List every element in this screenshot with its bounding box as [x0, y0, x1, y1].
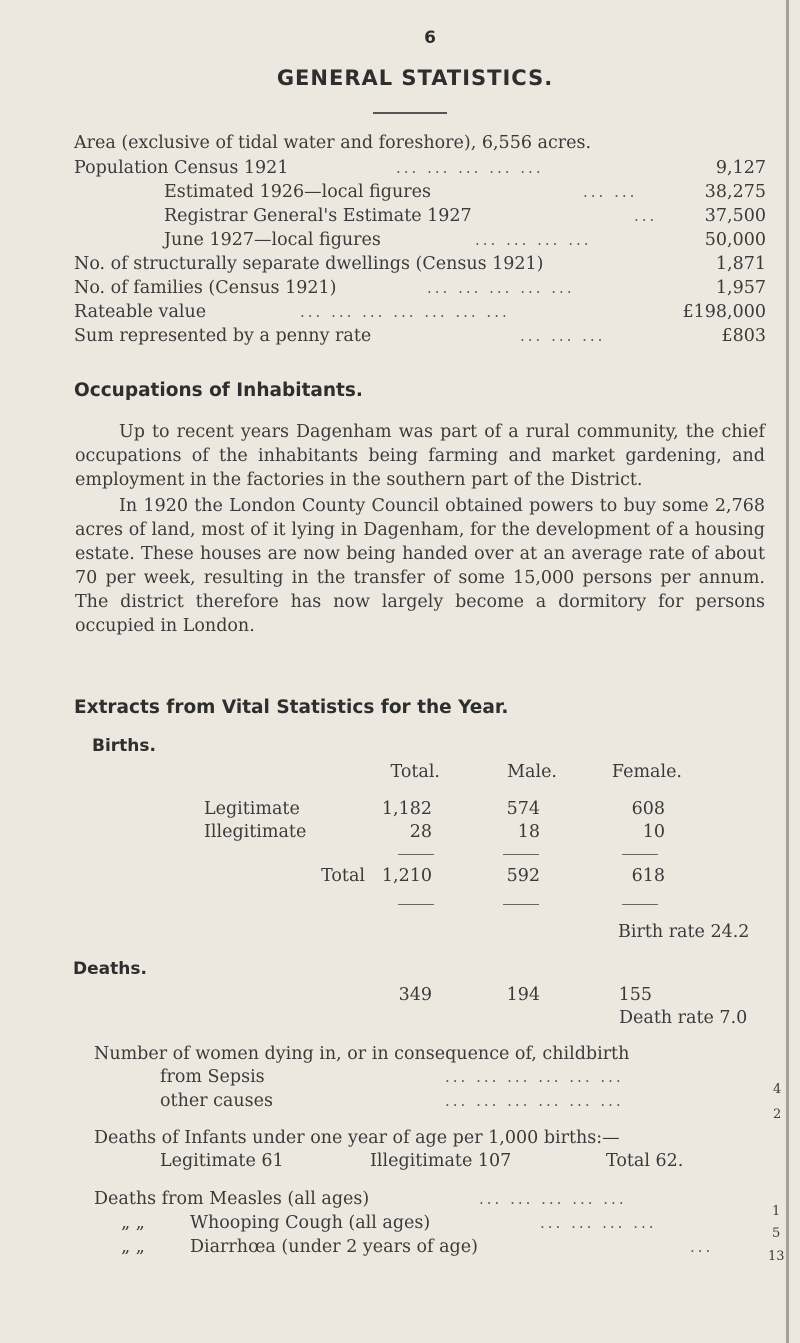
cell-male: 592	[506, 866, 540, 886]
ditto-marks: „ „	[121, 1213, 145, 1233]
occupations-text	[75, 420, 765, 638]
other-causes-value: 2	[773, 1107, 782, 1122]
page-number: 6	[424, 28, 436, 48]
leader-dots: ... ...	[583, 183, 638, 201]
total-row-label: Total	[321, 866, 365, 886]
leader-dots: ... ... ... ... ...	[479, 1190, 627, 1208]
stat-value: 9,127	[715, 158, 766, 178]
paragraph: In 1920 the London County Council obtained powers to buy some 2,768 acres of land, most of it lying in Dagenham, for the development of a housing estate. These houses are now being handed over at an average rate of about 70 per week, resulting in the transfer of some 15,000 persons per annum. The district therefore has now largely become a dormitory for persons occupied in London.	[75, 496, 765, 636]
deaths-male: 194	[506, 985, 540, 1005]
stat-value: 50,000	[704, 230, 766, 250]
sepsis-label: from Sepsis	[160, 1067, 265, 1087]
cell-total: 28	[409, 822, 432, 842]
birth-rate: Birth rate 24.2	[618, 922, 750, 942]
infant-legitimate: Legitimate 61	[160, 1151, 284, 1171]
column-header-male: Male.	[507, 762, 557, 782]
stat-value: 38,275	[704, 182, 766, 202]
page-edge	[786, 0, 789, 1343]
other-causes-label: other causes	[160, 1091, 273, 1111]
diarrhoea-label: Diarrhœa (under 2 years of age)	[190, 1237, 478, 1257]
deaths-total: 349	[398, 985, 432, 1005]
deaths-heading: Deaths.	[73, 959, 147, 979]
stat-label: June 1927—local figures	[164, 230, 381, 250]
leader-dots: ...	[634, 207, 658, 225]
deaths-female: 155	[618, 985, 652, 1005]
leader-dots: ... ... ... ... ...	[427, 279, 575, 297]
stat-value: 1,957	[715, 278, 766, 298]
vital-heading: Extracts from Vital Statistics for the Year.	[74, 697, 509, 718]
row-label: Legitimate	[204, 799, 300, 819]
sum-rule	[503, 904, 539, 905]
stat-value: 37,500	[704, 206, 766, 226]
whooping-label: Whooping Cough (all ages)	[190, 1213, 431, 1233]
area-line: Area (exclusive of tidal water and foreshore), 6,556 acres.	[74, 133, 592, 153]
column-header-female: Female.	[611, 762, 682, 782]
cell-total: 1,210	[381, 866, 432, 886]
stat-label: Population Census 1921	[74, 158, 289, 178]
leader-dots: ... ... ...	[520, 327, 606, 345]
leader-dots: ...	[690, 1238, 714, 1256]
infant-total: Total 62.	[606, 1151, 684, 1171]
cell-male: 574	[506, 799, 540, 819]
sepsis-value: 4	[773, 1082, 782, 1097]
cell-female: 608	[631, 799, 665, 819]
cell-female: 618	[631, 866, 665, 886]
sum-rule	[503, 854, 539, 855]
occupations-heading: Occupations of Inhabitants.	[74, 380, 363, 401]
ditto-marks: „ „	[121, 1237, 145, 1257]
cell-total: 1,182	[381, 799, 432, 819]
leader-dots: ... ... ... ... ... ...	[445, 1092, 624, 1110]
sum-rule	[398, 854, 434, 855]
maternal-intro: Number of women dying in, or in consequence of, childbirth	[94, 1044, 630, 1064]
stat-label: Sum represented by a penny rate	[74, 326, 372, 346]
births-heading: Births.	[92, 736, 156, 756]
paragraph: Up to recent years Dagenham was part of a rural community, the chief occupations of the inhabitants being farming and market gardening, and employment in the factories in the southern part of the District.	[75, 422, 765, 490]
leader-dots: ... ... ... ...	[540, 1214, 657, 1232]
stat-label: Rateable value	[74, 302, 207, 322]
stat-label: No. of families (Census 1921)	[74, 278, 337, 298]
page-title: GENERAL STATISTICS.	[276, 66, 554, 90]
sum-rule	[622, 854, 658, 855]
title-rule	[373, 112, 447, 114]
stat-label: Registrar General's Estimate 1927	[164, 206, 472, 226]
leader-dots: ... ... ... ... ... ...	[445, 1068, 624, 1086]
sum-rule	[398, 904, 434, 905]
infant-illegitimate: Illegitimate 107	[370, 1151, 512, 1171]
column-header-total: Total.	[390, 762, 440, 782]
leader-dots: ... ... ... ... ... ... ...	[300, 303, 510, 321]
row-label: Illegitimate	[204, 822, 307, 842]
stat-value: 1,871	[715, 254, 766, 274]
stat-label: No. of structurally separate dwellings (Census 1921)	[74, 254, 544, 274]
cell-male: 18	[517, 822, 540, 842]
measles-value: 1	[772, 1204, 781, 1219]
stat-value: £198,000	[682, 302, 766, 322]
leader-dots: ... ... ... ... ...	[396, 159, 544, 177]
sum-rule	[622, 904, 658, 905]
whooping-value: 5	[772, 1226, 781, 1241]
death-rate: Death rate 7.0	[619, 1008, 748, 1028]
cell-female: 10	[642, 822, 665, 842]
stat-label: Estimated 1926—local figures	[164, 182, 431, 202]
diarrhoea-value: 13	[768, 1249, 785, 1264]
measles-label: Deaths from Measles (all ages)	[94, 1189, 370, 1209]
leader-dots: ... ... ... ...	[475, 231, 592, 249]
stat-value: £803	[721, 326, 766, 346]
infant-intro: Deaths of Infants under one year of age per 1,000 births:—	[94, 1128, 620, 1148]
